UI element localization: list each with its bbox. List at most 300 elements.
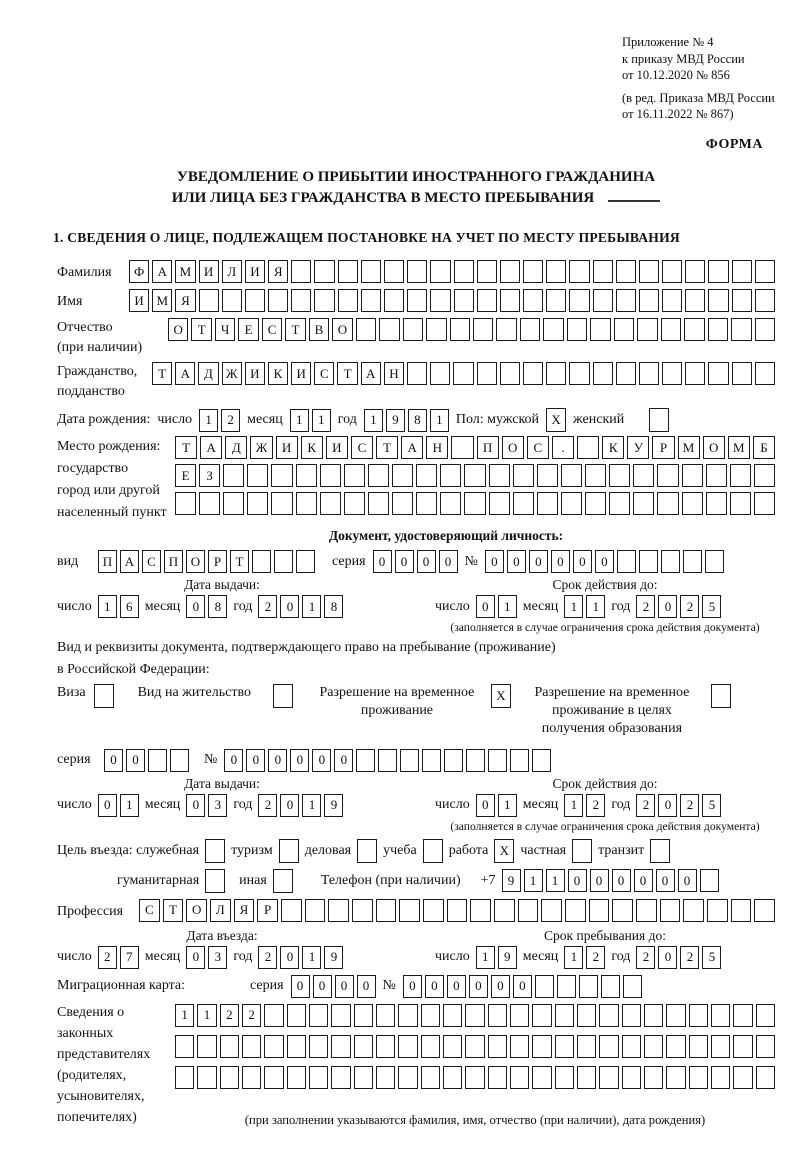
issue-day-cells [98,595,139,618]
form-cell: К [268,362,288,385]
form-cell: З [199,464,220,487]
form-cell [354,1066,373,1089]
form-cell [732,289,752,312]
form-cell [616,260,636,283]
purpose-business-checkbox [357,839,377,863]
visit-purpose-row2: гуманитарная иная Телефон (при наличии) +7 9 1 1 0 0 0 0 0 0 [117,869,775,893]
form-cell [590,318,610,341]
representatives-row2-cells [175,1035,775,1060]
form-cell [569,260,589,283]
purpose-other-checkbox [273,869,293,893]
form-cell [705,550,724,573]
form-cell [569,289,589,312]
form-cell [755,318,775,341]
form-cell [644,1035,663,1058]
form-cell: 1 [302,794,321,817]
form-cell [489,464,510,487]
issue-date-title: Дата выдачи: [184,577,260,592]
form-cell: А [152,260,172,283]
form-cell: П [477,436,499,459]
form-cell [296,464,317,487]
residence-validity-note: (заполняется в случае ограничения срока действия документа) [450,819,760,833]
form-cell [271,464,292,487]
representatives-note: (при заполнении указываются фамилия, имя, отчество (при наличии), дата рождения) [244,1112,706,1127]
form-cell [579,975,598,998]
form-cell [756,1004,775,1027]
form-cell: М [728,436,750,459]
form-cell: 0 [491,975,510,998]
edition-reference-2: от 16.11.2022 № 867) [622,107,734,121]
form-cell: А [401,436,423,459]
form-cell [639,289,659,312]
form-title [57,167,775,211]
form-cell [376,899,397,922]
form-cell: Л [222,260,242,283]
form-cell: А [361,362,381,385]
form-cell [320,492,341,515]
form-cell [685,362,705,385]
res-issue-day-cells [98,794,139,817]
form-cell: В [309,318,329,341]
form-cell: 0 [104,749,123,772]
form-cell [711,1035,730,1058]
option-visa: Виза [57,684,114,708]
form-cell [700,869,719,892]
form-cell [599,1035,618,1058]
form-cell [470,899,491,922]
form-cell [488,1066,507,1089]
purpose-work-checkbox: X [494,839,514,863]
form-cell [623,975,642,998]
form-cell: М [678,436,700,459]
form-cell [662,289,682,312]
form-cell: 0 [268,749,287,772]
form-cell: С [262,318,282,341]
temp-residence-checkbox: X [491,684,511,708]
form-cell: 3 [208,946,227,969]
form-cell: 2 [242,1004,261,1027]
firstname-cells [129,289,775,312]
form-cell [488,1004,507,1027]
form-cell [633,492,654,515]
form-cell [281,899,302,922]
form-cell: О [703,436,725,459]
form-cell [453,362,473,385]
form-cell: 0 [224,749,243,772]
form-cell: 0 [291,975,310,998]
res-issue-month-cells [186,794,227,817]
patronymic-row [57,318,775,358]
form-cell [733,1004,752,1027]
form-cell: 2 [680,946,699,969]
form-cell [264,1004,283,1027]
form-cell: 0 [568,869,587,892]
identity-doc-dates: Дата выдачи: число 1 6 месяц 0 8 год 2 0 1 8 Срок действия до: число 0 1 месяц 1 1 год 2 0 2 5 (заполняется в случае ограничения срока действия документа) [57,577,775,634]
form-cell: 0 [612,869,631,892]
form-cell [398,1035,417,1058]
purpose-private-checkbox [572,839,592,863]
purpose-study-checkbox [423,839,443,863]
birth-date-row: Дата рождения: число 1 2 месяц 1 1 год 1 9 8 1 Пол: мужской X женский [57,408,775,432]
form-cell [633,464,654,487]
form-cell: К [301,436,323,459]
form-cell [644,1004,663,1027]
form-cell [287,1035,306,1058]
form-cell: 0 [335,975,354,998]
form-cell [523,260,543,283]
form-cell [423,899,444,922]
purpose-humanitarian-checkbox [205,869,225,893]
form-cell [708,318,728,341]
form-cell: Е [238,318,258,341]
form-cell: 0 [186,794,205,817]
form-cell [684,318,704,341]
form-cell: 2 [586,946,605,969]
form-cell: 0 [529,550,548,573]
migration-card-label: Миграционная карта: [57,978,186,994]
form-cell: 1 [430,409,449,432]
form-cell: Т [285,318,305,341]
form-cell: 0 [656,869,675,892]
migration-card-row: Миграционная карта: серия 0 0 0 0 № 0 0 0 0 0 0 [57,975,775,998]
form-cell [731,899,752,922]
form-cell [477,362,497,385]
entry-day-cells [98,946,139,969]
purpose-tourism-checkbox [279,839,299,863]
form-cell [662,362,682,385]
form-cell [657,464,678,487]
form-cell [447,899,468,922]
form-cell [268,289,288,312]
form-cell [296,550,315,573]
form-cell [477,260,497,283]
form-cell: 5 [702,946,721,969]
form-cell: 0 [334,749,353,772]
form-cell [384,289,404,312]
form-cell [247,492,268,515]
form-cell: 1 [564,794,583,817]
form-cell [223,492,244,515]
form-cell: Ч [215,318,235,341]
form-cell [356,318,376,341]
form-cell: 6 [120,595,139,618]
form-cell [756,1035,775,1058]
issue-year-cells [258,595,343,618]
form-cell [593,362,613,385]
doc-series-cells [373,550,458,573]
form-cell [376,1004,395,1027]
form-cell [532,1035,551,1058]
form-cell: 2 [636,794,655,817]
form-cell [500,362,520,385]
form-cell [416,492,437,515]
form-cell [754,492,775,515]
form-cell: 1 [564,946,583,969]
form-cell: 0 [186,595,205,618]
form-cell [368,492,389,515]
form-cell: 0 [373,550,392,573]
firstname-label: Имя [57,294,83,309]
form-cell: А [175,362,195,385]
form-cell: 1 [498,794,517,817]
form-cell [271,492,292,515]
form-cell [489,492,510,515]
form-cell [733,1035,752,1058]
form-cell [546,260,566,283]
form-cell: 0 [678,869,697,892]
patronymic-label: Отчество (при наличии) [57,320,143,355]
form-cell [732,362,752,385]
stay-year-cells [636,946,721,969]
form-cell [555,1066,574,1089]
form-cell [500,289,520,312]
form-cell [601,975,620,998]
sex-female-label: женский [573,412,625,427]
form-cell: 1 [120,794,139,817]
form-cell [376,1035,395,1058]
identity-doc-heading: Документ, удостоверяющий личность: [328,528,564,543]
form-cell: И [291,362,311,385]
form-cell [756,1066,775,1089]
form-cell: 0 [573,550,592,573]
form-cell [730,464,751,487]
representatives-row1-cells [175,1004,775,1029]
form-cell [518,899,539,922]
form-cell [287,1066,306,1089]
form-cell [242,1066,261,1089]
form-cell [689,1035,708,1058]
citizenship-row [57,362,775,402]
form-cell [352,899,373,922]
form-cell [291,260,311,283]
form-cell [666,1035,685,1058]
form-cell: И [245,260,265,283]
valid-year-cells [636,595,721,618]
form-cell [639,362,659,385]
form-cell: О [332,318,352,341]
form-cell: 1 [564,595,583,618]
order-reference-1: к приказу МВД России [622,51,745,66]
forma-label: ФОРМА [705,136,763,152]
form-cell [755,362,775,385]
form-cell [392,492,413,515]
form-cell [616,289,636,312]
form-cell: 1 [546,869,565,892]
form-cell [585,464,606,487]
form-cell: 8 [408,409,427,432]
form-cell [379,318,399,341]
form-cell [430,289,450,312]
form-cell: 5 [702,595,721,618]
form-cell [494,899,515,922]
representatives-labels: Сведения о законных представителях (родителях, усыновителях, попечителях) [57,1004,151,1125]
birth-place-block [57,436,775,524]
form-cell: 0 [551,550,570,573]
form-cell [661,550,680,573]
form-cell [331,1004,350,1027]
form-cell [199,492,220,515]
residence-doc-series-row: серия 0 0 № 0 0 0 0 0 0 [57,749,775,772]
birth-year-cells [364,409,449,432]
stay-day-cells [476,946,517,969]
form-cell [730,492,751,515]
doc-type-cells [98,550,315,573]
annex-number: Приложение № 4 [622,35,714,49]
form-cell [368,464,389,487]
profession-label: Профессия [57,903,124,919]
form-cell: А [120,550,139,573]
form-cell [708,289,728,312]
form-cell [314,260,334,283]
firstname-row [57,289,775,314]
form-cell: 0 [98,794,117,817]
form-cell: 0 [312,749,331,772]
form-cell [555,1004,574,1027]
form-cell [305,899,326,922]
form-cell [614,318,634,341]
form-cell [309,1035,328,1058]
form-cell [398,1004,417,1027]
form-cell [532,1066,551,1089]
form-cell [666,1066,685,1089]
form-cell: Т [175,436,197,459]
form-cell [354,1035,373,1058]
form-cell [685,260,705,283]
res-valid-month-cells [564,794,605,817]
form-cell [175,492,196,515]
form-cell: 0 [658,595,677,618]
form-cell [732,260,752,283]
form-cell: 2 [258,794,277,817]
option-temp-residence: Разрешение на временное проживание X [311,684,511,720]
birth-place-row2-cells [175,464,775,487]
form-cell: К [602,436,624,459]
form-cell: 1 [302,946,321,969]
form-cell [421,1066,440,1089]
form-cell [338,289,358,312]
form-cell: 1 [98,595,117,618]
form-cell: 0 [280,794,299,817]
entry-dates-block: Дата въезда: число 2 7 месяц 0 3 год 2 0 1 9 Срок пребывания до: число 1 9 месяц 1 2 год 2 0 2 5 [57,928,775,969]
form-cell [636,899,657,922]
form-cell: 0 [290,749,309,772]
form-cell: И [199,260,219,283]
form-cell [223,464,244,487]
res-issue-year-cells [258,794,343,817]
form-cell [407,362,427,385]
form-cell: 0 [439,550,458,573]
title-blank-underline [608,188,660,202]
form-cell [309,1004,328,1027]
form-cell: С [139,899,160,922]
form-cell: М [175,260,195,283]
form-cell: 9 [324,946,343,969]
form-cell: Т [163,899,184,922]
residence-doc-options [57,684,775,739]
identity-doc-row: вид П А С П О Р Т серия 0 0 0 0 № 0 0 0 0 0 0 [57,550,775,573]
form-cell [599,1066,618,1089]
form-cell [733,1066,752,1089]
form-cell [561,464,582,487]
form-cell [683,899,704,922]
form-cell [609,492,630,515]
form-cell [338,260,358,283]
form-cell: 0 [485,550,504,573]
validity-note: (заполняется в случае ограничения срока действия документа) [450,621,760,634]
valid-until-title: Срок действия до: [552,577,658,592]
form-cell: 0 [417,550,436,573]
birth-place-row1-cells [175,436,775,459]
form-cell [473,318,493,341]
phone-prefix: +7 [480,872,496,888]
form-cell [532,1004,551,1027]
form-cell [593,260,613,283]
form-cell [755,260,775,283]
form-cell [197,1035,216,1058]
form-cell: 0 [476,595,495,618]
form-cell [454,260,474,283]
form-cell [754,899,775,922]
form-cell: Н [426,436,448,459]
form-cell: О [186,550,205,573]
residence-number-cells [224,749,551,772]
form-cell [682,464,703,487]
form-cell [523,362,543,385]
form-cell [331,1066,350,1089]
form-cell: С [527,436,549,459]
form-cell [500,260,520,283]
form-cell: 9 [502,869,521,892]
form-cell [577,1035,596,1058]
form-cell: Р [652,436,674,459]
form-cell: 2 [680,794,699,817]
form-cell [523,289,543,312]
form-cell: 2 [220,1004,239,1027]
form-cell: 5 [702,794,721,817]
surname-row [57,260,775,285]
form-cell: Я [268,260,288,283]
form-cell [454,289,474,312]
surname-label: Фамилия [57,265,112,280]
form-cell [378,749,397,772]
form-cell: 0 [595,550,614,573]
form-cell [220,1035,239,1058]
form-cell [222,289,242,312]
form-cell [465,1066,484,1089]
form-cell [520,318,540,341]
entry-month-cells [186,946,227,969]
form-cell [175,1066,194,1089]
form-cell [577,1066,596,1089]
form-cell [398,1066,417,1089]
form-cell: Т [152,362,172,385]
sex-label: Пол: мужской [455,412,540,427]
form-cell [532,749,551,772]
form-cell [577,1004,596,1027]
valid-month-cells [564,595,605,618]
form-cell [622,1035,641,1058]
form-cell [537,464,558,487]
issue-month-cells [186,595,227,618]
form-cell [220,1066,239,1089]
form-cell: 2 [636,595,655,618]
form-cell: И [276,436,298,459]
form-cell [407,289,427,312]
form-cell: 2 [221,409,240,432]
form-cell: 0 [513,975,532,998]
form-cell [639,550,658,573]
form-cell [170,749,189,772]
